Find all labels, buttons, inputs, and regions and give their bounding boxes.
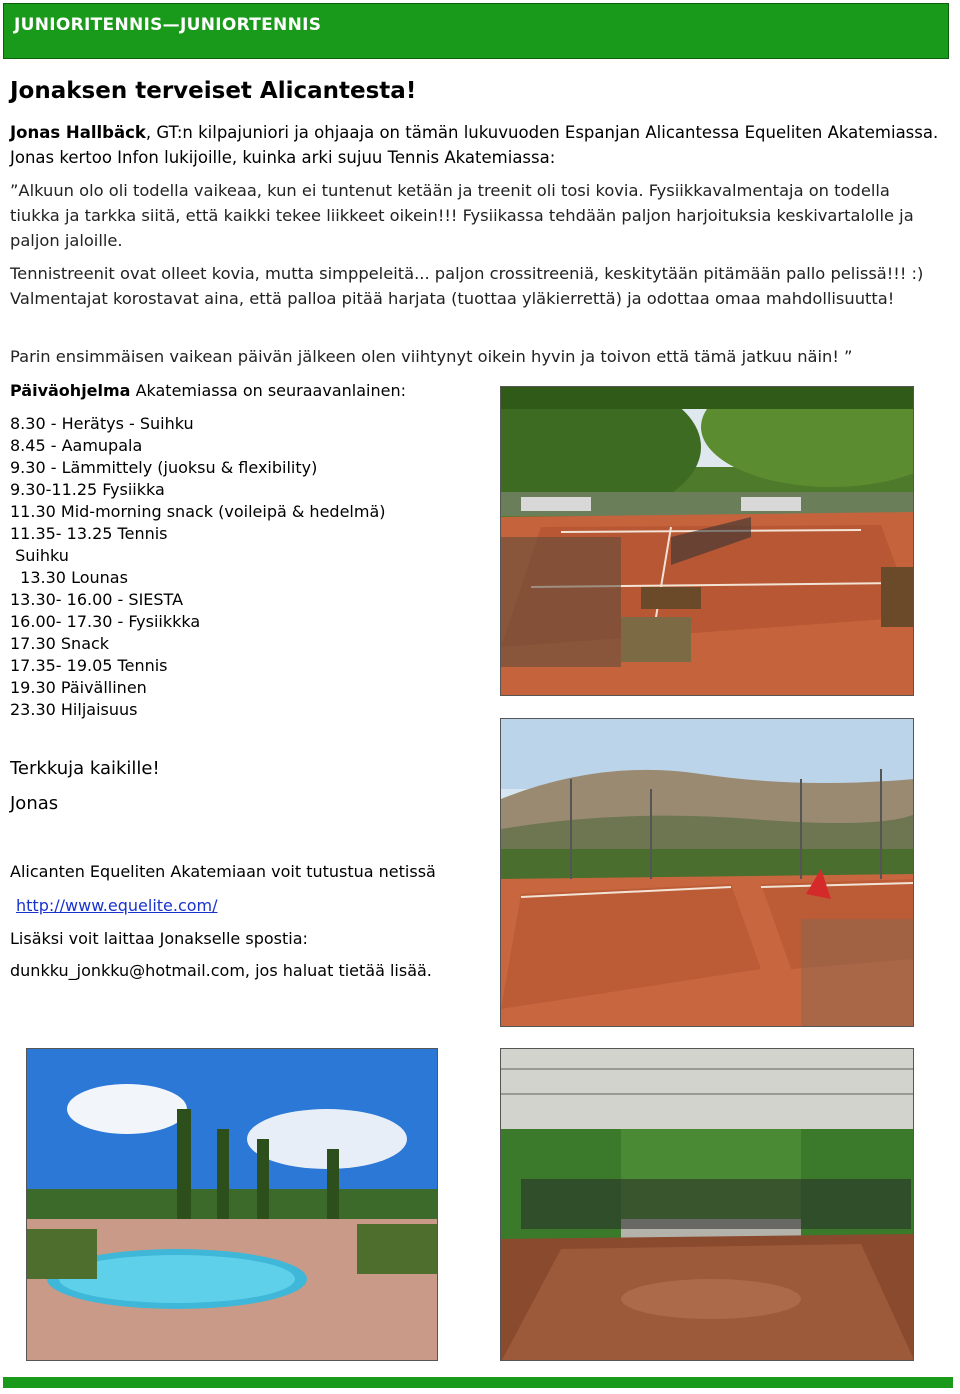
schedule-item: 19.30 Päivällinen	[10, 678, 147, 697]
schedule-item: 13.30 Lounas	[10, 568, 128, 587]
article-intro	[10, 120, 940, 170]
schedule-heading-bold: Päiväohjelma	[10, 381, 131, 400]
schedule-item: 11.30 Mid-morning snack (voileipä & hedelmä)	[10, 502, 386, 521]
quote-paragraph-1: ”Alkuun olo oli todella vaikeaa, kun ei tuntenut ketään ja treenit oli tosi kovia. Fysiikkavalmentaja on todella tiukka ja tarkka siitä, että kaikki tekee liikkeet oikein!!! Fysiikassa tehdään paljon harjoituksia keskivartalolle ja paljon jaloille.	[10, 181, 914, 250]
schedule-item: 8.45 - Aamupala	[10, 436, 143, 455]
schedule-item: 9.30-11.25 Fysiikka	[10, 480, 165, 499]
greeting: Terkkuja kaikille!	[10, 758, 160, 779]
schedule-item: 13.30- 16.00 - SIESTA	[10, 590, 184, 609]
mail-info: Lisäksi voit laittaa Jonakselle spostia:	[10, 929, 308, 948]
schedule-heading	[10, 381, 406, 400]
schedule-heading-rest: Akatemiassa on seuraavanlainen:	[130, 381, 406, 400]
tennis-courts-photo	[500, 386, 914, 696]
courts-mountains-image	[501, 719, 914, 1027]
courts-mountains-photo	[500, 718, 914, 1027]
swimming-pool-image	[27, 1049, 438, 1361]
schedule-item: Suihku	[10, 546, 69, 565]
schedule-list	[10, 413, 386, 721]
academy-info: Alicanten Equeliten Akatemiaan voit tutustua netissä	[10, 862, 436, 881]
mail-address: dunkku_jonkku@hotmail.com, jos haluat tietää lisää.	[10, 961, 432, 980]
schedule-item: 11.35- 13.25 Tennis	[10, 524, 168, 543]
schedule-item: 23.30 Hiljaisuus	[10, 700, 138, 719]
author-name: Jonas Hallbäck	[10, 123, 146, 142]
article-title: Jonaksen terveiset Alicantesta!	[10, 78, 417, 104]
signature: Jonas	[10, 793, 59, 814]
schedule-item: 17.35- 19.05 Tennis	[10, 656, 168, 675]
header-title: JUNIORITENNIS—JUNIORTENNIS	[14, 15, 322, 35]
tennis-courts-image	[501, 387, 914, 696]
header-bar	[3, 3, 949, 59]
schedule-item: 17.30 Snack	[10, 634, 110, 653]
footer-bar	[3, 1377, 953, 1388]
gym-photo	[500, 1048, 914, 1361]
schedule-item: 8.30 - Herätys - Suihku	[10, 414, 194, 433]
swimming-pool-photo	[26, 1048, 438, 1361]
quote-paragraph-2: Tennistreenit ovat olleet kovia, mutta simppeleitä... paljon crossitreeniä, keskitytään pitämään pallo pelissä!!! :) Valmentajat korostavat aina, että palloa pitää harjata (tuottaa yläkierrettä) ja odottaa omaa mahdollisuutta!	[10, 264, 924, 308]
quote-paragraph-3: Parin ensimmäisen vaikean päivän jälkeen olen viihtynyt oikein hyvin ja toivon että tämä jatkuu näin! ”	[10, 347, 853, 366]
intro-text: , GT:n kilpajuniori ja ohjaaja on tämän lukuvuoden Espanjan Alicantessa Equeliten Akatemiassa. Jonas kertoo Infon lukijoille, kuinka arki sujuu Tennis Akatemiassa:	[10, 123, 939, 167]
gym-image	[501, 1049, 914, 1361]
schedule-item: 9.30 - Lämmittely (juoksu & flexibility)	[10, 458, 318, 477]
academy-link[interactable]: http://www.equelite.com/	[16, 896, 218, 915]
schedule-item: 16.00- 17.30 - Fysiikkka	[10, 612, 201, 631]
